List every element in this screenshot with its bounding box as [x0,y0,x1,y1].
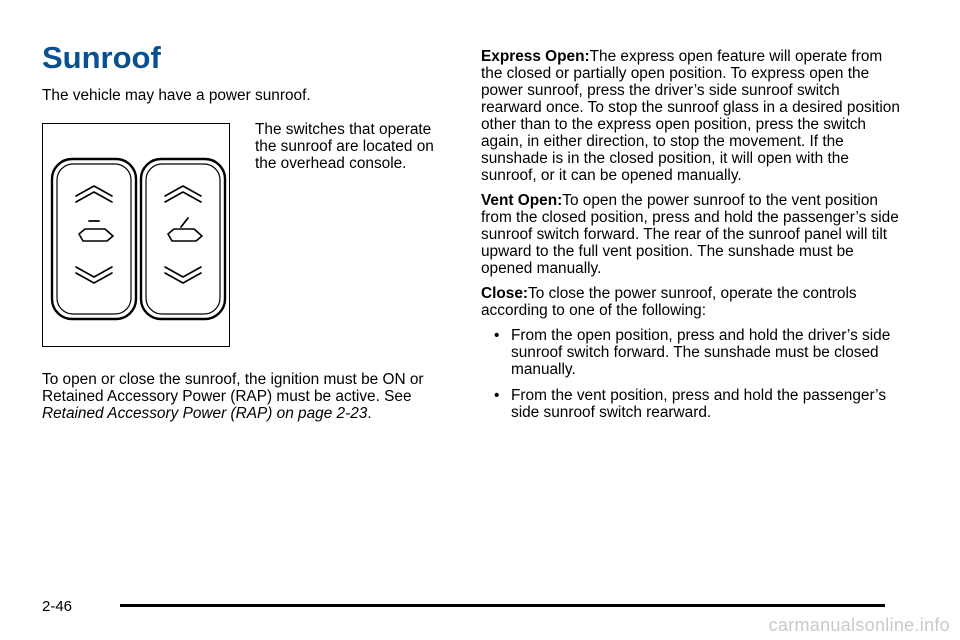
sunroof-switches-icon [43,124,229,346]
vent-open-text: To open the power sunroof to the vent position from the closed position, press and hold the passenger’s side sunroof switch forward. The rear of the sunroof panel will tilt upward to the full vent position. The sunshade must be opened manually. [481,192,899,277]
chevron-down-icon [76,267,112,283]
intro-text: The vehicle may have a power sunroof. [42,87,311,104]
bullet-text: From the open position, press and hold the driver’s side sunroof switch forward. The sunshade must be closed manually. [511,327,891,378]
chevron-up-icon [76,186,112,202]
right-column [481,48,901,430]
express-open-paragraph [481,48,901,184]
driver-switch-outline [52,159,136,319]
watermark: carmanualsonline.info [768,615,950,635]
car-roof-vent-icon [168,229,202,241]
rap-period: . [367,405,372,422]
express-open-label: Express Open: [481,48,590,65]
sunroof-switch-illustration [42,123,230,347]
rap-page-reference: Retained Accessory Power (RAP) on page 2-23 [42,405,368,422]
vent-open-paragraph [481,192,901,277]
close-bullet-list [481,327,901,421]
list-item [481,387,901,421]
chevron-down-icon [165,267,201,283]
rap-text: To open or close the sunroof, the ignition must be ON or Retained Accessory Power (RAP) must be active. See [42,371,424,405]
rap-paragraph [42,371,442,422]
close-text: To close the power sunroof, operate the controls according to one of the following: [481,285,857,319]
list-item [481,327,901,378]
bullet-icon: • [494,387,500,404]
bullet-text: From the vent position, press and hold the passenger’s side sunroof switch rearward. [511,387,887,421]
footer-divider [120,604,885,607]
bullet-icon: • [494,327,500,344]
close-label: Close: [481,285,529,302]
vent-open-label: Vent Open: [481,192,563,209]
page-number: 2-46 [42,598,73,615]
page-title: Sunroof [42,40,161,75]
chevron-up-icon [165,186,201,202]
passenger-switch-outline [141,159,225,319]
car-roof-icon [79,229,113,241]
close-paragraph [481,285,901,319]
figure-caption: The switches that operate the sunroof are located on the overhead console. [255,121,434,172]
express-open-text: The express open feature will operate from the closed or partially open position. To express open the power sunroof, press the driver’s side sunroof switch rearward once. To stop the sunroof glass in a desired position other than to the express open position, press the switch again, in either direction, to stop the movement. If the sunshade is in the closed position, it will open with the sunroof, or it can be opened manually. [481,48,900,184]
